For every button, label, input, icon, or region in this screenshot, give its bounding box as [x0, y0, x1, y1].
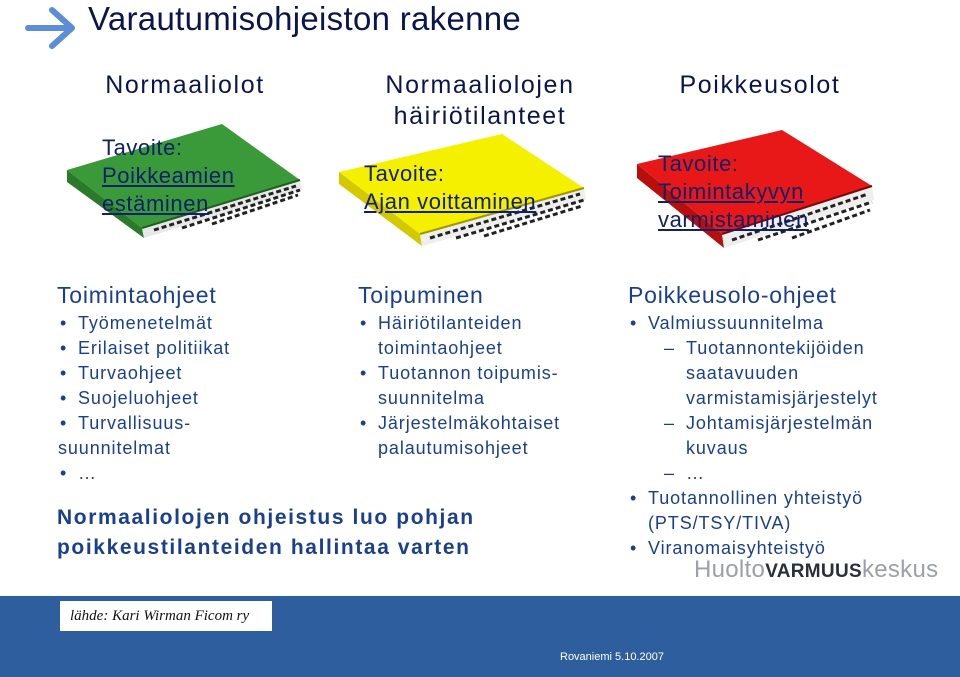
footer-bar: [0, 596, 960, 677]
list-item: • Työmenetelmät: [58, 311, 230, 336]
list-item-continuation: suunnitelma: [378, 388, 485, 408]
section-title-exceptional: Poikkeusolo-ohjeet: [628, 282, 837, 308]
list-item: • Tuotannon toipumis-: [358, 361, 560, 386]
list-item: • Tuotannollinen yhteistyö: [628, 486, 878, 511]
column-heading-exceptional: Poikkeusolot: [679, 71, 841, 99]
source-credit: lähde: Kari Wirman Ficom ry: [60, 601, 272, 631]
list-item-continuation: palautumisohjeet: [378, 438, 529, 458]
goal-text-exceptional: Tavoite: Toimintakyvyn varmistaminen: [658, 151, 809, 232]
list-item: • Erilaiset politiikat: [58, 336, 230, 361]
sub-list-item-continuation: saatavuuden: [686, 363, 799, 383]
list-item: • Valmiussuunnitelma: [628, 311, 878, 336]
section-title-instructions: Toimintaohjeet: [57, 282, 217, 308]
page-title: Varautumisohjeiston rakenne: [88, 0, 522, 37]
footer-date: Rovaniemi 5.10.2007: [560, 651, 664, 663]
list-item-continuation: (PTS/TSY/TIVA): [648, 513, 792, 533]
goal-text-disturbances: Tavoite: Ajan voittaminen: [364, 161, 537, 214]
section-title-recovery: Toipuminen: [358, 282, 484, 308]
list-item: • …: [58, 461, 230, 486]
sub-list-item: – …: [628, 461, 878, 486]
list-item-continuation: toimintaohjeet: [378, 338, 503, 358]
exceptional-list: [628, 311, 878, 561]
column-heading-disturbances: Normaaliolojen häiriötilanteet: [385, 71, 575, 130]
list-item: • Turvallisuus-: [58, 411, 230, 436]
arrow-icon: [22, 6, 80, 50]
sub-list-item: – Tuotannontekijöiden: [628, 336, 878, 361]
list-item: • Järjestelmäkohtaiset: [358, 411, 560, 436]
sub-list-item-continuation: kuvaus: [686, 438, 749, 458]
instructions-list: [58, 311, 230, 486]
list-item: • Turvaohjeet: [58, 361, 230, 386]
column-heading-normal: Normaaliolot: [105, 71, 265, 99]
sub-list-item: – Johtamisjärjestelmän: [628, 411, 878, 436]
list-item: • Suojeluohjeet: [58, 386, 230, 411]
list-item-continuation: suunnitelmat: [58, 438, 171, 458]
brand-logo: HuoltoVARMUUSkeskus: [694, 556, 939, 583]
goal-text-normal: Tavoite: Poikkeamien estäminen: [102, 135, 235, 216]
list-item: • Viranomaisyhteistyö: [628, 536, 878, 561]
sub-list-item-continuation: varmistamisjärjestelyt: [686, 388, 878, 408]
summary-text: Normaaliolojen ohjeistus luo pohjan poikkeustilanteiden hallintaa varten: [57, 506, 475, 559]
list-item: • Häiriötilanteiden: [358, 311, 560, 336]
recovery-list: [358, 311, 560, 461]
